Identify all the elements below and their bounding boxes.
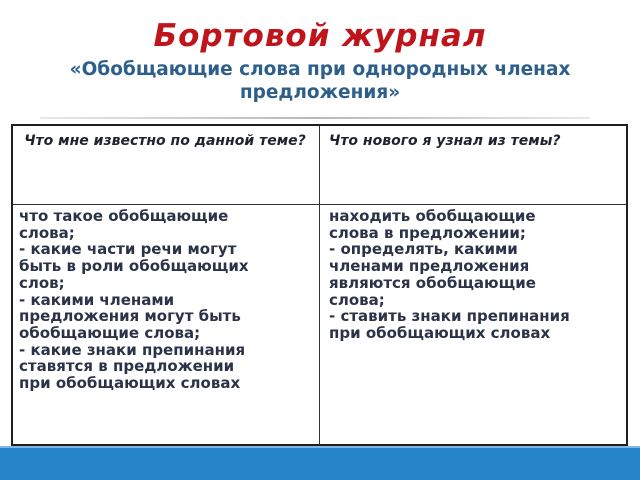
page-subtitle: «Обобщающие слова при однородных членах предложения» <box>69 59 571 103</box>
page-title: Бортовой журнал <box>153 18 487 54</box>
footer-band <box>0 446 640 480</box>
divider <box>40 117 590 119</box>
column-header-new: Что нового я узнал из темы? <box>329 133 561 149</box>
column-divider <box>319 126 320 444</box>
table-cell-known: что такое обобщающие слова; - какие части речи могут быть в роли обобщающих слов; - какими членами предложения могут быть обобщающие слова; - какие знаки препинания ставятся в предложении при обобщающих словах <box>19 207 249 393</box>
row-divider <box>13 204 626 205</box>
column-header-known: Что мне известно по данной теме? <box>24 133 306 149</box>
table-cell-new: находить обобщающие слова в предложении; - определять, какими членами предложения являются обобщающие слова; - ставить знаки препинания при обобщающих словах <box>329 207 570 342</box>
journal-table <box>11 124 628 446</box>
